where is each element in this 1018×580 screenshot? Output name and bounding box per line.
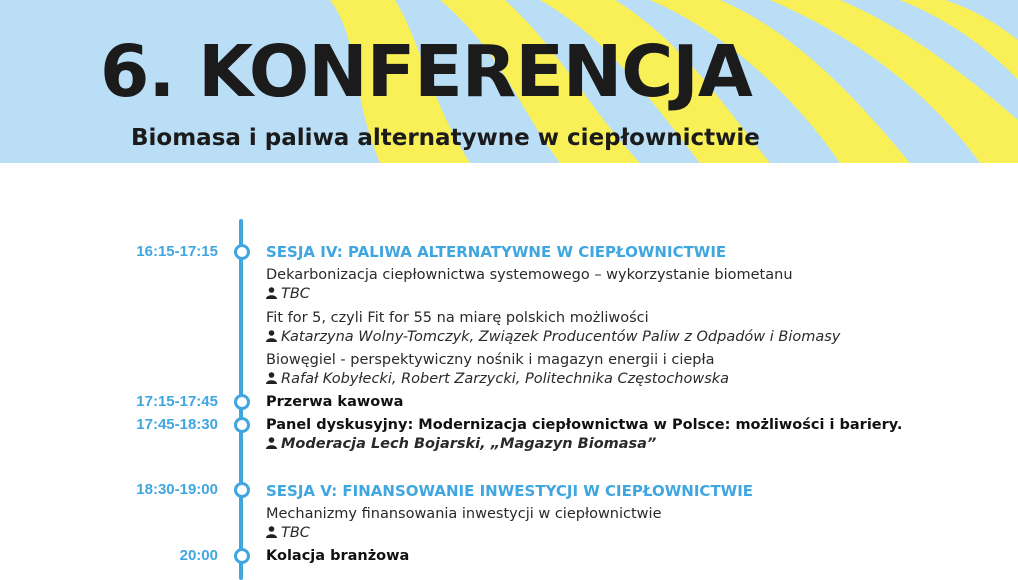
timeline-dot	[234, 394, 250, 410]
person-icon	[266, 330, 277, 342]
speaker-name: Rafał Kobyłecki, Robert Zarzycki, Politechnika Częstochowska	[281, 371, 730, 387]
timeline-dot	[234, 244, 250, 260]
moderator-name: Moderacja Lech Bojarski, „Magazyn Biomasa”	[281, 436, 657, 452]
speaker-name: TBC	[281, 286, 310, 302]
slot-time: 17:45-18:30	[136, 416, 218, 433]
talk-topic: Biowęgiel - perspektywiczny nośnik i magazyn energii i ciepła	[266, 352, 715, 368]
slot-time: 16:15-17:15	[136, 243, 218, 260]
timeline-dot	[234, 482, 250, 498]
header-banner	[0, 0, 1018, 163]
talk-speaker	[266, 286, 310, 302]
session-title: SESJA IV: PALIWA ALTERNATYWNE W CIEPŁOWNICTWIE	[266, 243, 727, 261]
talk-speaker	[266, 329, 840, 345]
talk-topic: Dekarbonizacja ciepłownictwa systemowego – wykorzystanie biometanu	[266, 267, 793, 283]
talk-topic: Fit for 5, czyli Fit for 55 na miarę polskich możliwości	[266, 310, 649, 326]
speaker-name: TBC	[281, 525, 310, 541]
timeline-dot	[234, 417, 250, 433]
person-icon	[266, 287, 277, 299]
slot-time: 17:15-17:45	[136, 393, 218, 410]
page-subtitle: Biomasa i paliwa alternatywne w ciepłownictwie	[131, 125, 760, 151]
speaker-name: Katarzyna Wolny-Tomczyk, Związek Producentów Paliw z Odpadów i Biomasy	[281, 329, 841, 345]
talk-topic: Mechanizmy finansowania inwestycji w ciepłownictwie	[266, 506, 662, 522]
panel-moderator	[266, 436, 656, 452]
person-icon	[266, 526, 277, 538]
slot-time: 20:00	[179, 547, 218, 564]
slot-time: 18:30-19:00	[136, 481, 218, 498]
break-title: Przerwa kawowa	[266, 394, 404, 410]
panel-title: Panel dyskusyjny: Modernizacja ciepłownictwa w Polsce: możliwości i bariery.	[266, 417, 903, 433]
talk-speaker	[266, 525, 310, 541]
dinner-title: Kolacja branżowa	[266, 548, 410, 564]
person-icon	[266, 372, 277, 384]
talk-speaker	[266, 371, 729, 387]
session-title: SESJA V: FINANSOWANIE INWESTYCJI W CIEPŁOWNICTWIE	[266, 482, 754, 500]
page-title: 6. KONFERENCJA	[100, 30, 752, 113]
person-icon	[266, 437, 277, 449]
timeline-dot	[234, 548, 250, 564]
